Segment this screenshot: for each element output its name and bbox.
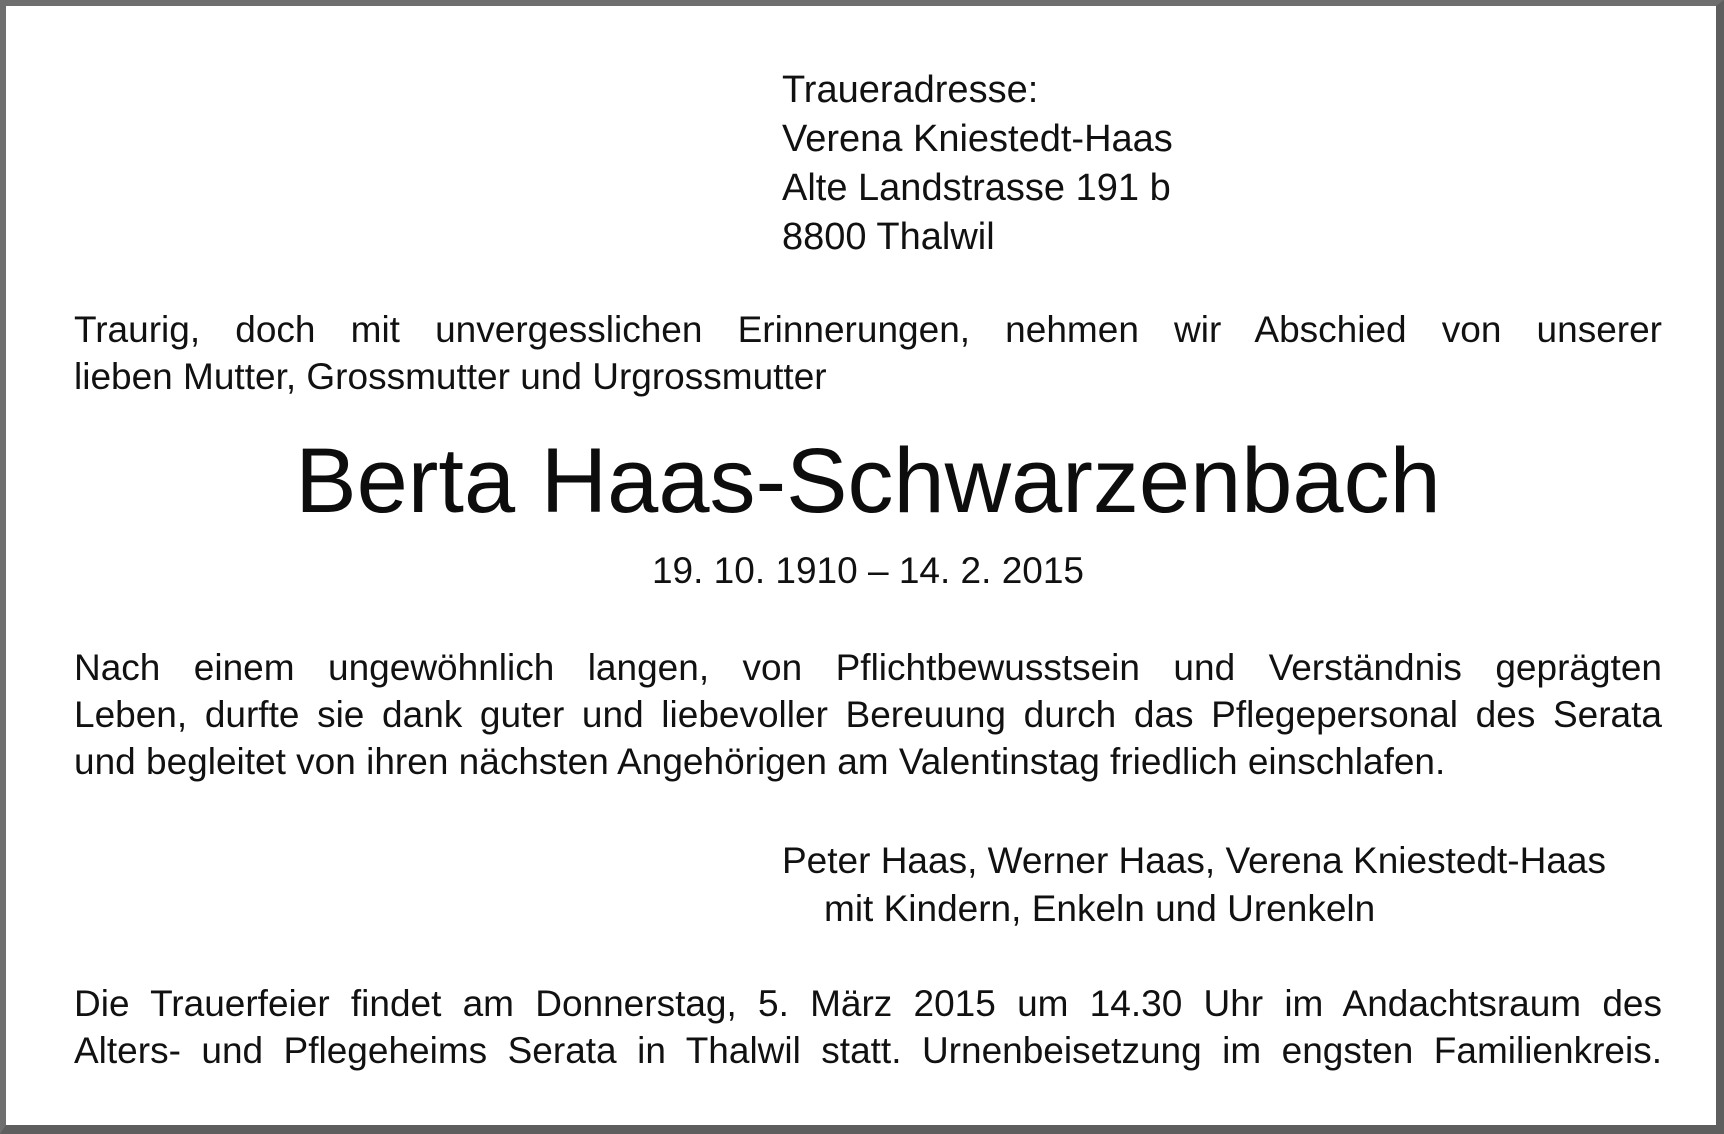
mourners-family: mit Kindern, Enkeln und Urenkeln	[824, 888, 1376, 929]
body-line: Nach einem ungewöhnlich langen, von Pflichtbewusstsein und Verständnis geprägten	[74, 647, 1662, 688]
intro-line: lieben Mutter, Grossmutter und Urgrossmutter	[74, 356, 827, 397]
body-line: Leben, durfte sie dank guter und liebevoller Bereuung durch das Pflegepersonal des Serata	[74, 694, 1662, 735]
ceremony-line: Die Trauerfeier findet am Donnerstag, 5. März 2015 um 14.30 Uhr im Andachtsraum des	[74, 983, 1662, 1024]
body-line: und begleitet von ihren nächsten Angehörigen am Valentinstag friedlich einschlafen.	[74, 741, 1446, 782]
intro-paragraph	[74, 306, 1662, 400]
address-city: 8800 Thalwil	[782, 216, 995, 258]
mourners-block	[782, 837, 1606, 933]
mourners-names: Peter Haas, Werner Haas, Verena Kniestedt-Haas	[782, 840, 1607, 881]
ceremony-line: Alters- und Pflegeheims Serata in Thalwil statt. Urnenbeisetzung im engsten Familienkreis.	[74, 1030, 1662, 1071]
mourning-address-block	[782, 66, 1173, 262]
intro-line: Traurig, doch mit unvergesslichen Erinnerungen, nehmen wir Abschied von unserer	[74, 309, 1662, 350]
deceased-name: Berta Haas-Schwarzenbach	[295, 430, 1441, 532]
address-label: Traueradresse:	[782, 69, 1039, 111]
ceremony-paragraph	[74, 980, 1662, 1074]
address-name: Verena Kniestedt-Haas	[782, 118, 1173, 160]
body-paragraph	[74, 644, 1662, 785]
life-dates: 19. 10. 1910 – 14. 2. 2015	[651, 550, 1085, 591]
address-street: Alte Landstrasse 191 b	[782, 167, 1171, 209]
